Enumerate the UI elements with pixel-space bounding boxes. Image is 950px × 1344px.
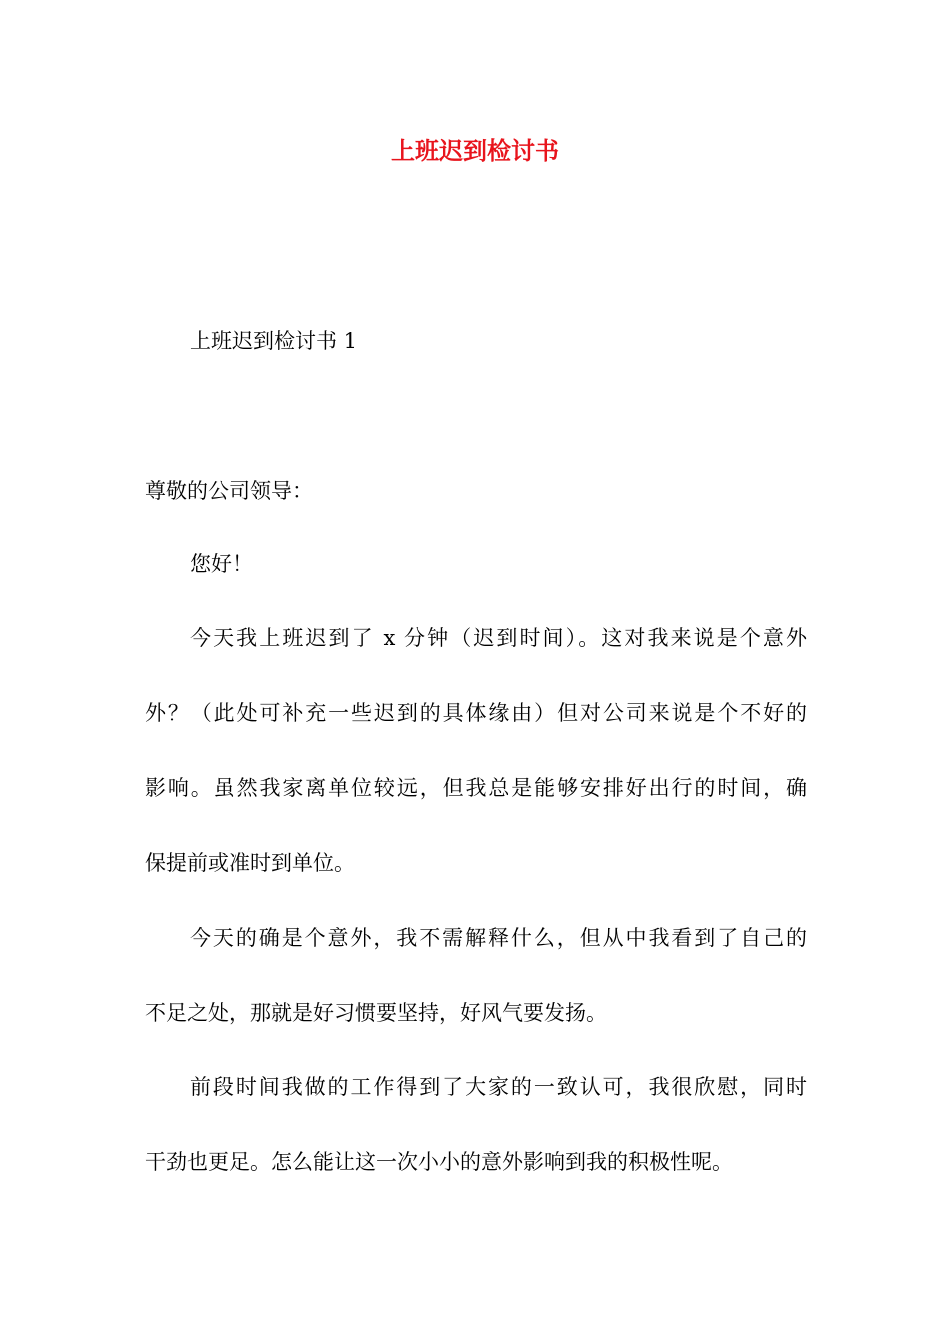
paragraph-line: 干劲也更足。怎么能让这一次小小的意外影响到我的积极性呢。 (145, 1150, 733, 1174)
paragraph-line: 今天的确是个意外，我不需解释什么，但从中我看到了自己的 (190, 926, 807, 950)
paragraph-line: 不足之处，那就是好习惯要坚持，好风气要发扬。 (145, 1001, 607, 1025)
paragraph-line: 前段时间我做的工作得到了大家的一致认可，我很欣慰，同时 (190, 1075, 807, 1099)
salutation: 尊敬的公司领导： (145, 479, 313, 503)
greeting: 您好！ (190, 552, 253, 576)
document-title: 上班迟到检讨书 (391, 136, 559, 165)
paragraph-line: 今天我上班迟到了 x 分钟（迟到时间）。这对我来说是个意外 (190, 626, 807, 650)
paragraph-2 (145, 922, 807, 1072)
paragraph-1 (145, 622, 807, 922)
paragraph-line: 外？（此处可补充一些迟到的具体缘由）但对公司来说是个不好的 (145, 701, 807, 725)
paragraph-line: 保提前或准时到单位。 (145, 851, 355, 875)
paragraph-line: 影响。虽然我家离单位较远，但我总是能够安排好出行的时间，确 (145, 776, 807, 800)
paragraph-3 (145, 1071, 807, 1221)
section-heading: 上班迟到检讨书 1 (190, 329, 358, 353)
